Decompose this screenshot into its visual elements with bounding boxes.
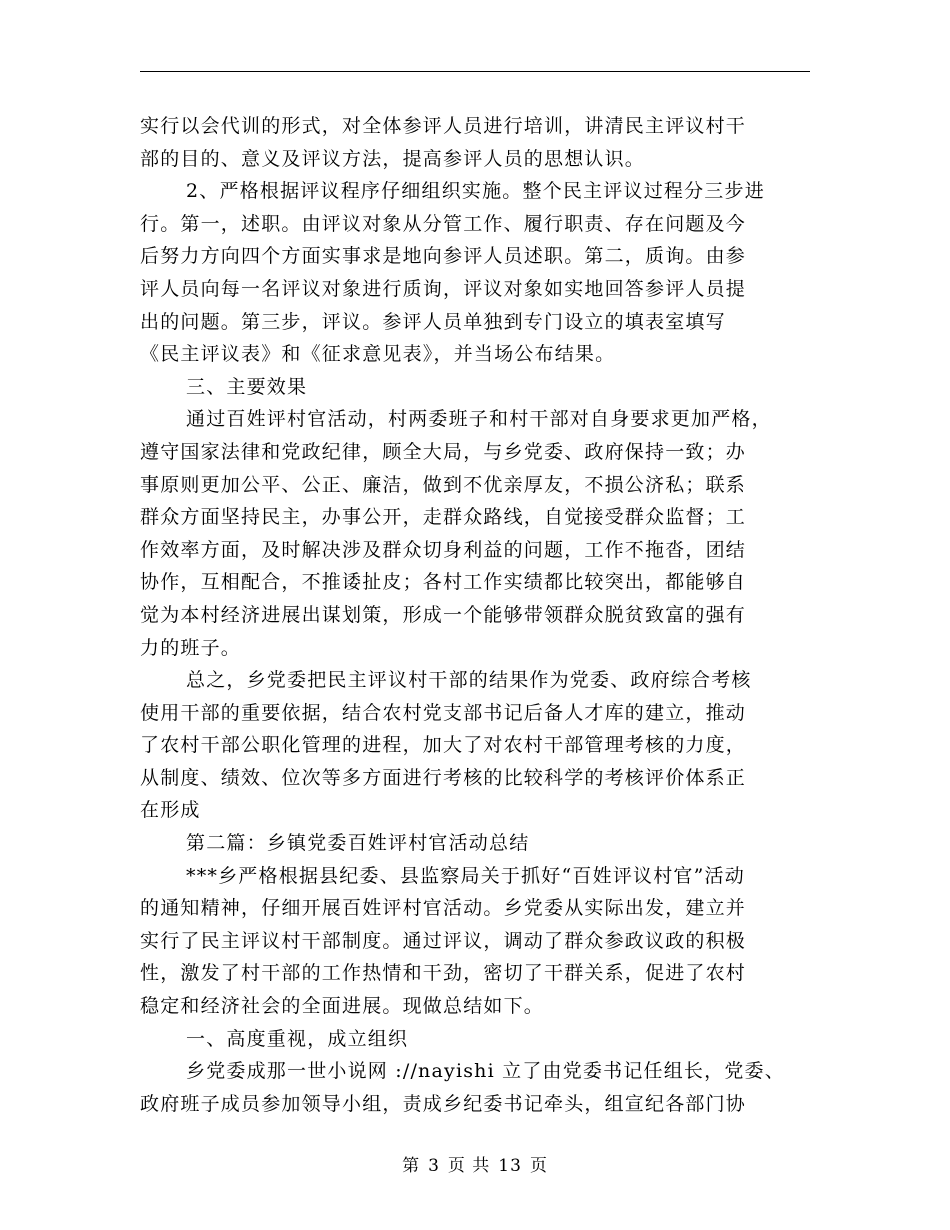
body-line: 部的目的、意义及评议方法，提高参评人员的思想认识。 [140,147,646,170]
body-line: 实行了民主评议村干部制度。通过评议，调动了群众参政议政的积极 [140,929,747,952]
body-line: 实行以会代训的形式，对全体参评人员进行培训，讲清民主评议村干 [140,115,747,137]
body-line: 力的班子。 [140,636,242,659]
body-line: 评人员向每一名评议对象进行质询，评议对象如实地回答参评人员提 [140,277,747,300]
body-line: 总之，乡党委把民主评议村干部的结果作为党委、政府综合考核 [186,669,752,692]
body-line: 遵守国家法律和党政纪律，顾全大局，与乡党委、政府保持一致；办 [140,440,747,463]
body-line: 《民主评议表》和《征求意见表》，并当场公布结果。 [140,343,616,366]
body-line: 了农村干部公职化管理的进程，加大了对农村干部管理考核的力度， [140,734,747,757]
total-page-count: 13 [498,1156,522,1176]
body-line: 稳定和经济社会的全面进展。现做总结如下。 [140,995,545,1018]
body-line: 乡党委成那一世小说网 ://nayishi 立了由党委书记任组长，党委、 [186,1060,785,1083]
body-line: 群众方面坚持民主，办事公开，走群众路线，自觉接受群众监督；工 [140,506,747,529]
body-line: ***乡严格根据县纪委、县监察局关于抓好“百姓评议村官”活动 [186,864,745,887]
page-footer [0,1151,950,1176]
section-heading: 一、高度重视，成立组织 [186,1027,409,1050]
body-line: 从制度、绩效、位次等多方面进行考核的比较科学的考核评价体系正 [140,766,747,789]
body-line: 政府班子成员参加领导小组，责成乡纪委书记牵头，组宣纪各部门协 [140,1092,747,1115]
body-line: 行。第一，述职。由评议对象从分管工作、履行职责、存在问题及今 [140,212,747,235]
article-title: 第二篇：乡镇党委百姓评村官活动总结 [186,832,530,855]
body-line: 通过百姓评村官活动，村两委班子和村干部对自身要求更加严格， [186,408,772,431]
body-line: 2、严格根据评议程序仔细组织实施。整个民主评议过程分三步进 [186,180,765,203]
body-line: 的通知精神，仔细开展百姓评村官活动。乡党委从实际出发，建立并 [140,897,747,920]
body-line: 后努力方向四个方面实事求是地向参评人员述职。第二，质询。由参 [140,245,747,268]
header-rule [140,71,810,72]
body-line: 性，激发了村干部的工作热情和干劲，密切了干群关系，促进了农村 [140,962,747,985]
footer-prefix: 第 [402,1156,421,1176]
body-line: 在形成 [140,799,201,822]
body-line: 事原则更加公平、公正、廉洁，做到不优亲厚友，不损公济私；联系 [140,473,747,496]
body-line: 觉为本村经济进展出谋划策，形成一个能够带领群众脱贫致富的强有 [140,603,747,626]
document-body [140,110,830,1120]
body-line: 协作，互相配合，不推诿扯皮；各村工作实绩都比较突出，都能够自 [140,571,747,594]
current-page-number: 3 [428,1156,440,1176]
body-line: 使用干部的重要依据，结合农村党支部书记后备人才库的建立，推动 [140,701,747,724]
section-heading: 三、主要效果 [186,375,308,398]
footer-middle: 页 共 [447,1156,491,1176]
body-line: 出的问题。第三步，评议。参评人员单独到专门设立的填表室填写 [140,310,726,333]
footer-suffix: 页 [529,1156,548,1176]
body-line: 作效率方面，及时解决涉及群众切身利益的问题，工作不拖沓，团结 [140,538,747,561]
